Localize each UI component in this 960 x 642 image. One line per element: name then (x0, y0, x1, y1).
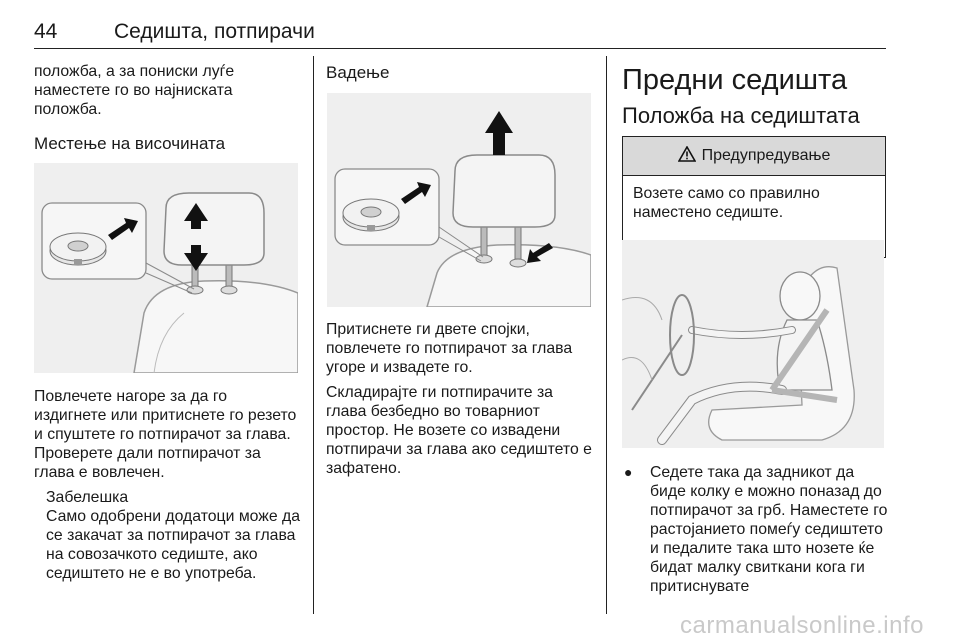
subsection-title-seat-position: Положба на седиштата (622, 103, 860, 128)
storage-instructions: Складирајте ги потпирачите за глава безбедно во товарниот простор. Не возете со извадени потпирачи за глава ако седиштето е зафатено. (326, 384, 592, 477)
height-instructions: Повлечете нагоре за да го издигнете или притиснете го резето и спуштете го потпирачот за глава. Проверете дали потпирачот за глава е вовлечен. (34, 388, 297, 481)
warning-header (623, 137, 885, 176)
column-1 (34, 62, 302, 154)
section-title-front-seats: Предни седишта (622, 64, 848, 96)
removal-instructions: Притиснете ги двете спојки, повлечете го потпирачот за глава угоре и извадете го. (326, 321, 573, 376)
column-divider (313, 56, 314, 614)
note-body: Само одобрени додатоци може да се закачат за потпирачот за глава на совозачкото седиште, ако седиштето не е во употреба. (46, 508, 301, 582)
column-2-body (326, 320, 594, 478)
driver-seating-position-illustration (622, 240, 884, 448)
section-heading-removal: Вадење (326, 63, 390, 82)
column-1-body (34, 387, 302, 583)
warning-title: Предупредување (701, 147, 831, 164)
column-2 (326, 62, 594, 83)
section-heading-height: Местење на височината (34, 134, 226, 153)
headrest-removal-illustration (327, 93, 591, 307)
column-divider (606, 56, 607, 614)
page-title: Седишта, потпирачи (114, 20, 315, 43)
page-header (34, 16, 886, 49)
intro-text: положба, а за пониски луѓе наместете го во најниската положба. (34, 63, 235, 118)
list-item (622, 463, 888, 596)
warning-body: Возете само со правилно наместено седиште. (633, 185, 820, 221)
seat-position-instruction: Седете така да задникот да биде колку е можно поназад до потпирачот за грб. Наместете го растојанието помеѓу седиштето и педалите така што нозете ќе бидат малку свиткани кога ги притиснувате (650, 464, 888, 595)
note-title: Забелешка (46, 489, 129, 506)
note-block (34, 488, 302, 583)
headrest-height-illustration (34, 163, 298, 373)
watermark: carmanualsonline.info (680, 612, 924, 639)
warning-icon (678, 146, 696, 167)
bullet-icon: ● (624, 464, 633, 480)
page-number: 44 (34, 20, 58, 43)
